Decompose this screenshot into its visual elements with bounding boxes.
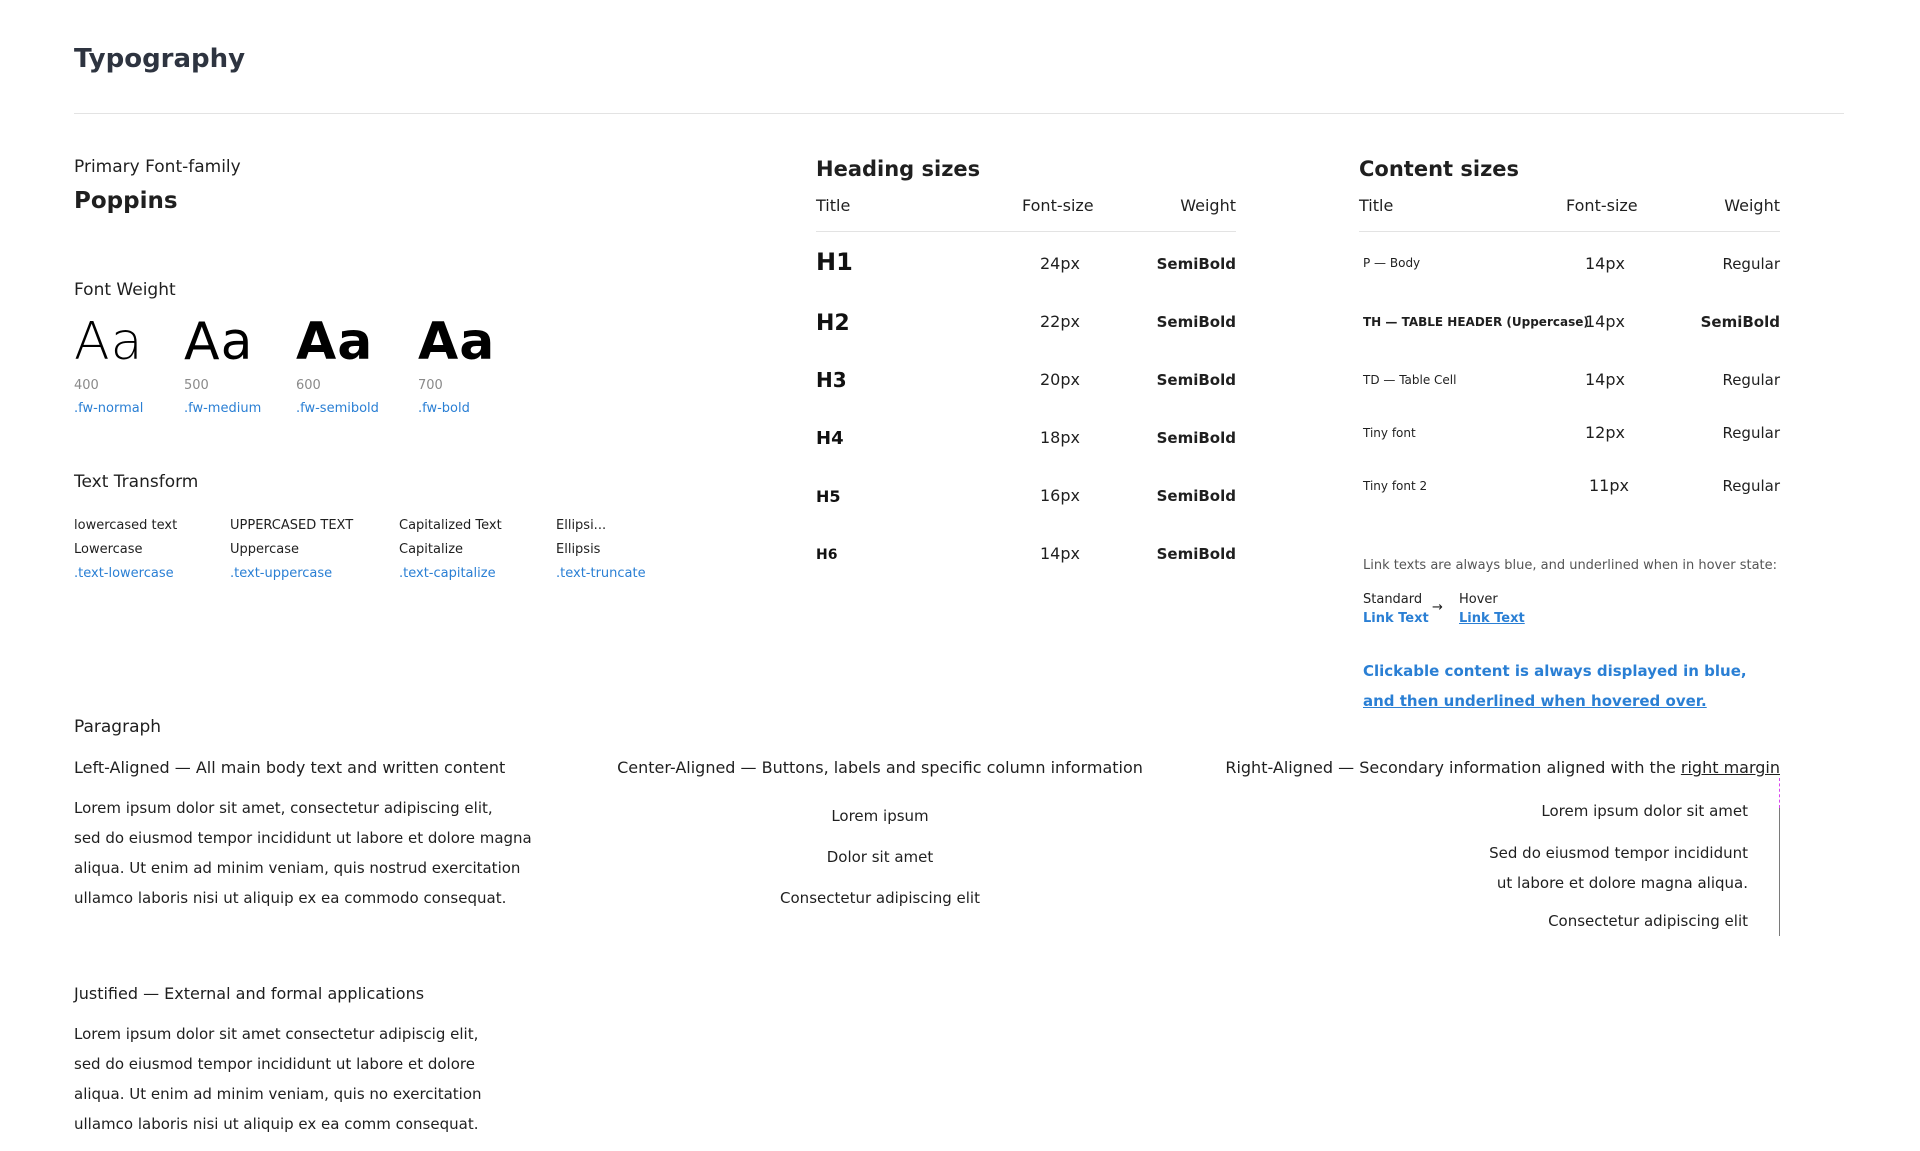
right-margin-link: right margin (1680, 758, 1780, 777)
heading-row-size: 16px (1040, 486, 1080, 505)
link-hover-label: Hover (1459, 592, 1498, 607)
paragraph-line: Lorem ipsum dolor sit amet (1541, 802, 1748, 820)
left-aligned-heading: Left-Aligned — All main body text and written content (74, 758, 506, 777)
content-sizes-title: Content sizes (1359, 157, 1520, 181)
link-hover-example[interactable]: Link Text (1459, 611, 1525, 626)
content-row-weight: Regular (1722, 477, 1780, 495)
header-divider (74, 113, 1844, 114)
font-weight-sample-text: Aa (296, 312, 374, 372)
font-weight-sample-text: Aa (418, 312, 496, 372)
font-weight-sample (184, 312, 261, 416)
font-weight-value: 600 (296, 378, 321, 393)
text-transform-name: Uppercase (230, 542, 299, 557)
heading-row-weight: SemiBold (1156, 371, 1236, 389)
content-row-size: 14px (1585, 370, 1625, 389)
font-weight-sample-text: Aa (74, 312, 144, 372)
heading-row-name: H6 (816, 547, 838, 563)
heading-col-title: Title (816, 196, 851, 215)
heading-row-weight: SemiBold (1156, 313, 1236, 331)
text-transform-example: lowercased text (74, 518, 178, 533)
primary-font-label: Primary Font-family (74, 157, 241, 177)
font-weight-value: 500 (184, 378, 209, 393)
left-aligned-paragraph (74, 793, 532, 913)
heading-row-weight: SemiBold (1156, 487, 1236, 505)
heading-col-weight: Weight (1180, 196, 1236, 215)
paragraph-line: sed do eiusmod tempor incididunt ut labore et dolore magna (74, 829, 532, 847)
paragraph-line: aliqua. Ut enim ad minim veniam, quis no exercitation (74, 1085, 482, 1103)
heading-row-size: 18px (1040, 428, 1080, 447)
content-row-size: 12px (1585, 423, 1625, 442)
content-row-weight: SemiBold (1700, 313, 1780, 331)
content-col-weight: Weight (1724, 196, 1780, 215)
text-transform-name: Ellipsis (556, 542, 601, 557)
right-aligned-paragraph (1300, 796, 1748, 936)
font-weight-sample-text: Aa (184, 312, 254, 372)
content-row-size: 14px (1585, 254, 1625, 273)
heading-row-weight: SemiBold (1156, 545, 1236, 563)
content-row-weight: Regular (1722, 371, 1780, 389)
text-transform-item (556, 514, 646, 586)
heading-row-size: 24px (1040, 254, 1080, 273)
heading-row-name: H2 (816, 311, 850, 336)
font-weight-value: 400 (74, 378, 99, 393)
text-transform-class: .text-truncate (556, 566, 646, 581)
paragraph-line: Consectetur adipiscing elit (780, 889, 980, 907)
center-aligned-heading: Center-Aligned — Buttons, labels and specific column information (617, 758, 1143, 777)
margin-guide-dashed (1779, 778, 1780, 808)
font-weight-class: .fw-semibold (296, 401, 379, 416)
content-row-name: TH — TABLE HEADER (Uppercase) (1363, 315, 1589, 329)
text-transform-class: .text-lowercase (74, 566, 174, 581)
heading-col-font-size: Font-size (1022, 196, 1094, 215)
font-weight-value: 700 (418, 378, 443, 393)
paragraph-line: Lorem ipsum (831, 807, 929, 825)
clickable-line: and then underlined when hovered over. (1363, 692, 1707, 710)
font-weight-class: .fw-medium (184, 401, 262, 416)
heading-sizes-title: Heading sizes (816, 157, 981, 181)
text-transform-example: Capitalized Text (399, 518, 502, 533)
heading-row-size: 14px (1040, 544, 1080, 563)
content-row-name: P — Body (1363, 256, 1421, 270)
font-weight-sample (296, 312, 379, 416)
text-transform-item (74, 514, 177, 586)
paragraph-line: sed do eiusmod tempor incididunt ut labore et dolore (74, 1055, 475, 1073)
link-note: Link texts are always blue, and underlined when in hover state: (1363, 558, 1778, 573)
font-weight-class: .fw-bold (418, 401, 470, 416)
primary-font-name: Poppins (74, 188, 178, 214)
text-transform-item (230, 514, 353, 586)
paragraph-line: Lorem ipsum dolor sit amet consectetur adipiscig elit, (74, 1025, 479, 1043)
right-aligned-heading-text: Right-Aligned — Secondary information aligned with the (1225, 758, 1681, 777)
heading-row-name: H5 (816, 487, 841, 506)
text-transform-name: Capitalize (399, 542, 464, 557)
text-transform-example: UPPERCASED TEXT (230, 518, 354, 533)
paragraph-line: Sed do eiusmod tempor incididunt (1489, 844, 1748, 862)
center-aligned-paragraph (680, 796, 1080, 919)
content-row-size: 11px (1589, 476, 1629, 495)
paragraph-line: Consectetur adipiscing elit (1548, 912, 1748, 930)
content-row-name: TD — Table Cell (1363, 373, 1457, 387)
heading-row-size: 20px (1040, 370, 1080, 389)
paragraph-line: ullamco laboris nisi ut aliquip ex ea comm consequat. (74, 1115, 479, 1133)
heading-row-weight: SemiBold (1156, 429, 1236, 447)
heading-row-name: H4 (816, 428, 844, 449)
text-transform-name: Lowercase (74, 542, 143, 557)
justified-paragraph (74, 1019, 482, 1139)
right-aligned-heading (1180, 758, 1780, 777)
content-table-divider (1359, 231, 1780, 232)
heading-row-size: 22px (1040, 312, 1080, 331)
text-transform-class: .text-capitalize (399, 566, 496, 581)
margin-guide-line (1779, 808, 1780, 936)
heading-table-divider (816, 231, 1236, 232)
content-col-title: Title (1359, 196, 1394, 215)
heading-row-weight: SemiBold (1156, 255, 1236, 273)
font-weight-class: .fw-normal (74, 401, 144, 416)
clickable-content-text[interactable] (1363, 656, 1747, 716)
content-row-weight: Regular (1722, 424, 1780, 442)
text-transform-item (399, 514, 502, 586)
text-transform-class: .text-uppercase (230, 566, 333, 581)
font-weight-sample (418, 312, 495, 416)
paragraph-line: ullamco laboris nisi ut aliquip ex ea commodo consequat. (74, 889, 507, 907)
justified-heading: Justified — External and formal applications (74, 984, 425, 1003)
content-row-weight: Regular (1722, 255, 1780, 273)
heading-row-name: H3 (816, 368, 847, 392)
paragraph-line: Dolor sit amet (826, 848, 934, 866)
text-transform-label: Text Transform (74, 472, 199, 492)
heading-row-name: H1 (816, 248, 853, 276)
link-standard-example[interactable]: Link Text (1363, 611, 1429, 626)
content-col-font-size: Font-size (1566, 196, 1638, 215)
paragraph-line: aliqua. Ut enim ad minim veniam, quis nostrud exercitation (74, 859, 521, 877)
page-title: Typography (74, 44, 246, 74)
paragraph-line: Lorem ipsum dolor sit amet, consectetur adipiscing elit, (74, 799, 493, 817)
link-standard-label: Standard (1363, 592, 1423, 607)
content-row-name: Tiny font 2 (1363, 479, 1428, 493)
paragraph-line: ut labore et dolore magna aliqua. (1496, 874, 1748, 892)
clickable-line: Clickable content is always displayed in blue, (1363, 662, 1747, 680)
font-weight-sample (74, 312, 143, 416)
text-transform-example: Ellipsi... (556, 518, 607, 533)
paragraph-label: Paragraph (74, 717, 162, 737)
content-row-size: 14px (1585, 312, 1625, 331)
font-weight-label: Font Weight (74, 280, 176, 300)
arrow-right-icon: → (1432, 600, 1443, 615)
content-row-name: Tiny font (1363, 426, 1416, 440)
